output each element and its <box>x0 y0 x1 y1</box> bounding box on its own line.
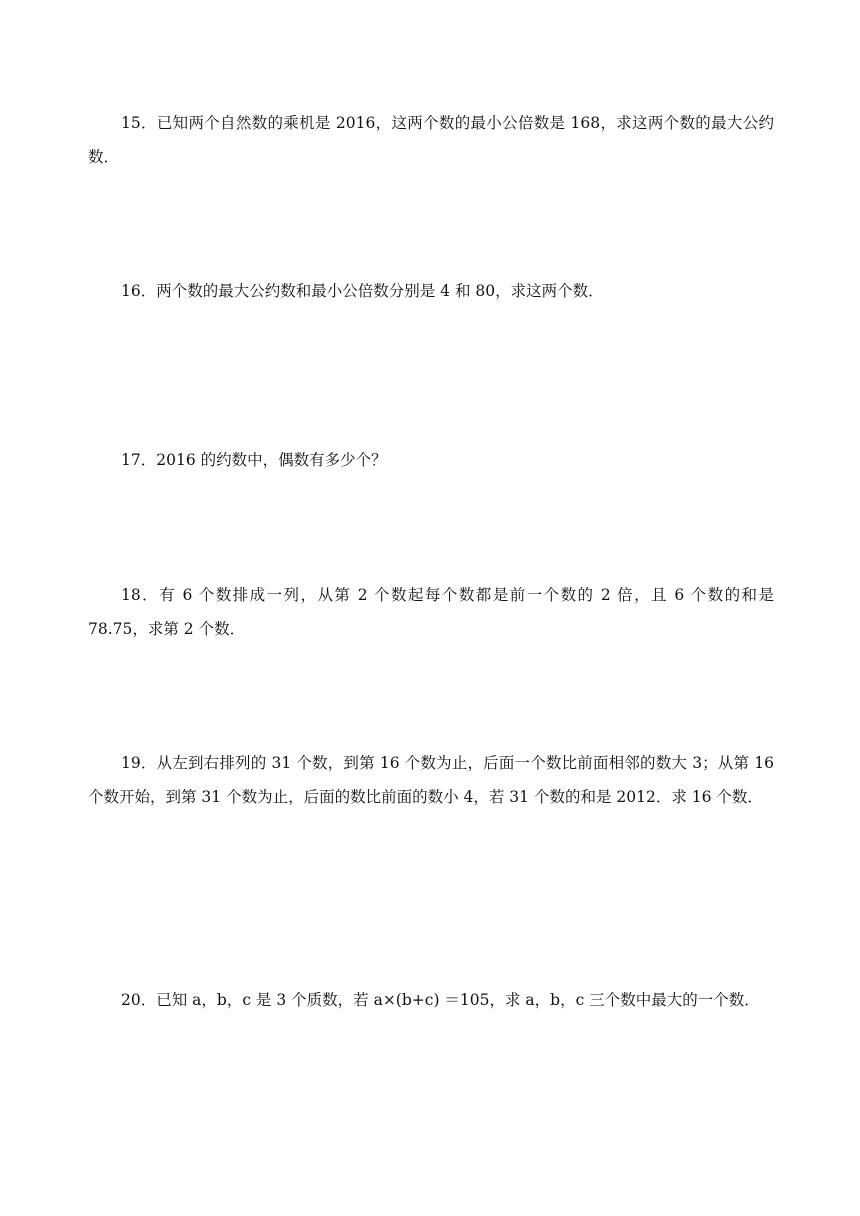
problem-18 <box>88 578 774 646</box>
problem-20 <box>88 983 774 1017</box>
problem-16 <box>88 274 774 308</box>
problem-number: 15． <box>121 114 157 132</box>
problem-text: 2016 的约数中，偶数有多少个？ <box>156 451 387 469</box>
problem-19 <box>88 746 774 814</box>
problem-number: 20． <box>121 991 157 1009</box>
problem-number: 19． <box>121 754 157 772</box>
problem-17 <box>88 443 774 477</box>
problem-text: 从左到右排列的 31 个数，到第 16 个数为止，后面一个数比前面相邻的数大 3；从第 16 个数开始，到第 31 个数为止，后面的数比前面的数小 4，若 31 个数的和是 2012．求 16 个数． <box>88 754 774 806</box>
problem-number: 16． <box>121 282 157 300</box>
problem-text: 已知两个自然数的乘机是 2016，这两个数的最小公倍数是 168，求这两个数的最大公约数． <box>88 114 774 166</box>
problem-number: 17． <box>121 451 157 469</box>
problem-15 <box>88 106 774 174</box>
problem-text: 有 6 个数排成一列，从第 2 个数起每个数都是前一个数的 2 倍，且 6 个数的和是 78.75，求第 2 个数． <box>88 586 774 638</box>
problem-number: 18． <box>121 586 160 604</box>
problem-text: 已知 a，b，c 是 3 个质数，若 a×(b+c) ＝105，求 a，b，c 三个数中最大的一个数． <box>156 991 760 1009</box>
problem-text: 两个数的最大公约数和最小公倍数分别是 4 和 80，求这两个数． <box>156 282 604 300</box>
